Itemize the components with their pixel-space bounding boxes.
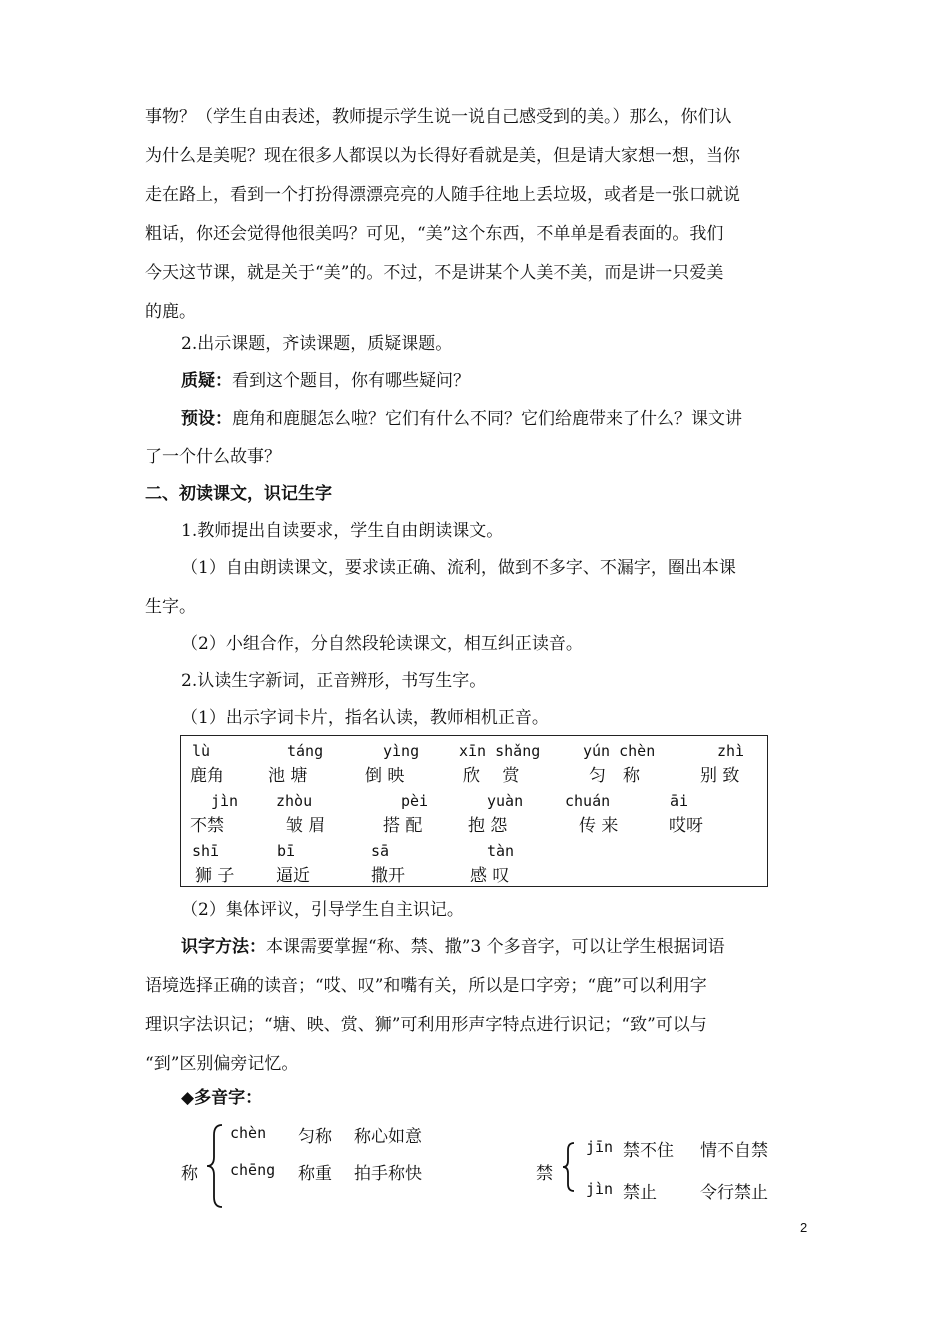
polyphone-word: 称重: [298, 1164, 332, 1184]
card-pinyin: táng: [287, 742, 324, 760]
polyphone-word: 禁不住: [623, 1141, 674, 1161]
card-pinyin: yún chèn: [583, 742, 656, 760]
card-word: 匀 称: [589, 766, 640, 786]
card-word: 逼近: [276, 866, 310, 886]
preset-line-2: 了一个什么故事？: [145, 447, 281, 467]
preset-line: [181, 408, 742, 430]
card-word: 撒开: [371, 866, 405, 886]
card-pinyin: sā: [371, 842, 390, 860]
polyphone-pinyin: chèn: [230, 1124, 267, 1142]
polyphone-char: 禁: [536, 1164, 553, 1184]
polyphone-word: 匀称: [298, 1127, 332, 1147]
card-pinyin: yuàn: [487, 792, 524, 810]
card-word: 倒 映: [365, 766, 405, 786]
sub-step-text: （2）集体评议，引导学生自主识记。: [181, 900, 464, 920]
card-word: 狮 子: [195, 866, 235, 886]
card-word: 皱 眉: [286, 816, 326, 836]
paragraph-line: 走在路上，看到一个打扮得漂漂亮亮的人随手往地上丢垃圾，或者是一张口就说: [145, 185, 740, 205]
sub-step-text: （2）小组合作，分自然段轮读课文，相互纠正读音。: [181, 634, 583, 654]
card-word: 哎呀: [669, 816, 703, 836]
card-word: 抱 怨: [468, 816, 508, 836]
sub-step-text: （1）出示字词卡片，指名认读，教师相机正音。: [181, 708, 549, 728]
polyphone-char: 称: [181, 1164, 198, 1184]
method-line: “到”区别偏旁记忆。: [145, 1054, 299, 1074]
section-heading: 二、初读课文，识记生字: [145, 484, 332, 504]
question-text: 看到这个题目，你有哪些疑问？: [232, 371, 470, 391]
polyphone-pinyin: chēng: [230, 1161, 276, 1179]
card-word: 欣 赏: [463, 766, 520, 786]
polyphone-pinyin: jīn: [586, 1138, 614, 1156]
card-word: 别 致: [700, 766, 740, 786]
paragraph-line: 的鹿。: [145, 302, 196, 322]
step-text: 1.教师提出自读要求，学生自由朗读课文。: [181, 521, 504, 541]
method-line: [181, 936, 725, 958]
paragraph-line: 今天这节课，就是关于“美”的。不过，不是讲某个人美不美，而是讲一只爱美: [145, 263, 724, 283]
polyphone-pinyin: jìn: [586, 1180, 614, 1198]
card-word: 不禁: [190, 816, 224, 836]
card-word: 传 来: [579, 816, 619, 836]
step-text: 2.认读生字新词，正音辨形，书写生字。: [181, 671, 487, 691]
card-word: 搭 配: [383, 816, 423, 836]
card-word: 池 塘: [268, 766, 308, 786]
question-line: [181, 370, 470, 392]
card-word: 鹿角: [190, 766, 224, 786]
card-pinyin: zhì: [717, 742, 745, 760]
card-pinyin: jìn: [211, 792, 239, 810]
method-text: 本课需要掌握“称、禁、撒”3 个多音字，可以让学生根据词语: [266, 937, 725, 957]
preset-label: 预设：: [181, 409, 232, 429]
polyphone-word: 称心如意: [354, 1127, 422, 1147]
brace-icon: [560, 1141, 576, 1193]
polyphone-word: 禁止: [623, 1183, 657, 1203]
polyphone-word: 情不自禁: [700, 1141, 768, 1161]
paragraph-line: 为什么是美呢？现在很多人都误以为长得好看就是美，但是请大家想一想，当你: [145, 146, 740, 166]
card-word: 感 叹: [470, 866, 510, 886]
polyphone-word: 拍手称快: [354, 1164, 422, 1184]
polyphone-heading: ◆多音字：: [181, 1088, 263, 1108]
card-pinyin: tàn: [487, 842, 515, 860]
card-pinyin: āi: [670, 792, 689, 810]
card-pinyin: yìng: [383, 742, 420, 760]
card-pinyin: lù: [192, 742, 211, 760]
card-pinyin: pèi: [401, 792, 429, 810]
sub-step-text: （1）自由朗读课文，要求读正确、流利，做到不多字、不漏字，圈出本课: [181, 558, 736, 578]
method-line: 语境选择正确的读音；“哎、叹”和嘴有关，所以是口字旁；“鹿”可以利用字: [145, 976, 707, 996]
card-pinyin: shī: [192, 842, 220, 860]
method-line: 理识字法识记；“塘、映、赏、狮”可利用形声字特点进行识记；“致”可以与: [145, 1015, 707, 1035]
method-label: 识字方法：: [181, 937, 266, 957]
card-pinyin: bī: [277, 842, 296, 860]
question-label: 质疑：: [181, 371, 232, 391]
card-pinyin: xīn shǎng: [459, 742, 541, 760]
card-pinyin: zhòu: [276, 792, 313, 810]
step-text: 2.出示课题，齐读课题，质疑课题。: [181, 334, 453, 354]
sub-step-text: 生字。: [145, 597, 196, 617]
polyphone-word: 令行禁止: [700, 1183, 768, 1203]
page-number: 2: [800, 1220, 808, 1235]
paragraph-line: 粗话，你还会觉得他很美吗？可见，“美”这个东西，不单单是看表面的。我们: [145, 224, 724, 244]
preset-text: 鹿角和鹿腿怎么啦？它们有什么不同？它们给鹿带来了什么？课文讲: [232, 409, 742, 429]
paragraph-line: 事物？（学生自由表述，教师提示学生说一说自己感受到的美。）那么，你们认: [145, 107, 732, 127]
card-pinyin: chuán: [565, 792, 611, 810]
brace-icon: [204, 1123, 224, 1209]
